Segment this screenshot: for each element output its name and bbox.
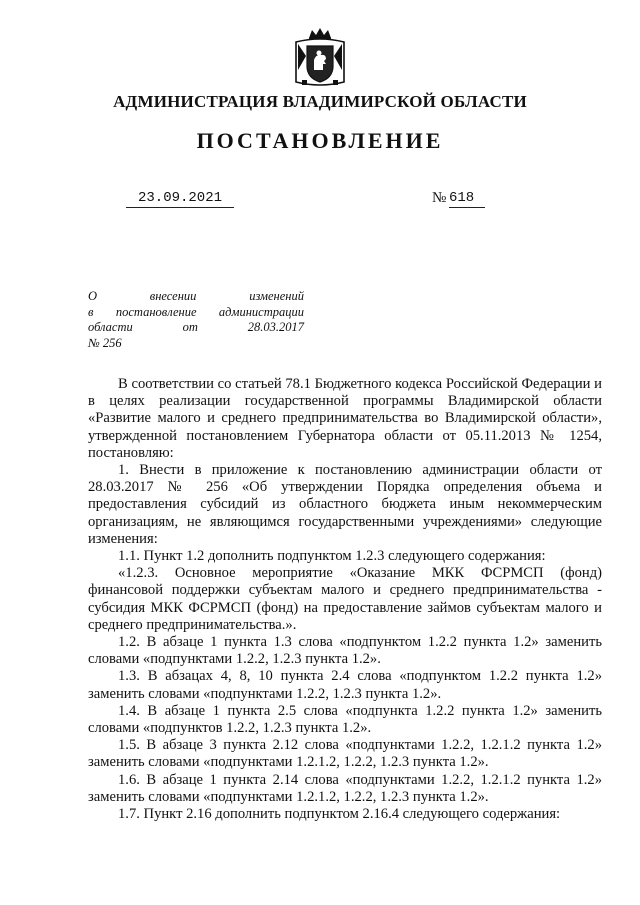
subject-line: О внесении изменений: [88, 289, 304, 303]
document-date: 23.09.2021: [126, 190, 234, 208]
body-paragraph: 1. Внести в приложение к постановлению администрации области от 28.03.2017 № 256 «Об утверждении Порядка определения объема и предоставления субсидий из областного бюджета иным некоммерческим организациям, не являющимся государственными учреждениями» следующие изменения:: [88, 462, 602, 547]
body-paragraph: В соответствии со статьей 78.1 Бюджетного кодекса Российской Федерации и в целях реализации государственной программы Владимирской области «Развитие малого и среднего предпринимательства во Владимирской области», утвержденной постановлением Губернатора области от 05.11.2013 № 1254, постановляю:: [88, 376, 602, 461]
coat-of-arms-icon: [292, 26, 348, 88]
subject-line: № 256: [88, 335, 122, 350]
org-name: АДМИНИСТРАЦИЯ ВЛАДИМИРСКОЙ ОБЛАСТИ: [113, 92, 527, 111]
document-body: [88, 376, 602, 823]
subject-line: в постановление администрации: [88, 304, 304, 319]
body-paragraph: 1.2. В абзаце 1 пункта 1.3 слова «подпунктом 1.2.2 пункта 1.2» заменить словами «подпунктами 1.2.2, 1.2.3 пункта 1.2».: [88, 634, 602, 668]
body-paragraph: 1.6. В абзаце 1 пункта 2.14 слова «подпунктами 1.2.2, 1.2.1.2 пункта 1.2» заменить словами «подпунктами 1.2.1.2, 1.2.2, 1.2.3 пункта 1.2».: [88, 771, 602, 805]
document-number: 618: [449, 190, 485, 208]
document-type: ПОСТАНОВЛЕНИЕ: [196, 128, 444, 153]
number-label: №: [432, 190, 447, 206]
body-paragraph: 1.7. Пункт 2.16 дополнить подпунктом 2.16.4 следующего содержания:: [118, 806, 561, 823]
body-paragraph: 1.4. В абзаце 1 пункта 2.5 слова «подпункта 1.2.2 пункта 1.2» заменить словами «подпунктов 1.2.2, 1.2.3 пункта 1.2».: [88, 702, 602, 737]
body-paragraph: 1.1. Пункт 1.2 дополнить подпунктом 1.2.3 следующего содержания:: [118, 548, 546, 565]
subject-block: [88, 289, 304, 351]
body-paragraph: 1.5. В абзаце 3 пункта 2.12 слова «подпунктами 1.2.2, 1.2.1.2 пункта 1.2» заменить словами «подпунктами 1.2.1.2, 1.2.2, 1.2.3 пункта 1.2».: [88, 737, 602, 771]
subject-line: области от 28.03.2017: [88, 320, 304, 334]
body-paragraph: 1.3. В абзацах 4, 8, 10 пункта 2.4 слова «подпунктом 1.2.2 пункта 1.2» заменить словами «подпунктами 1.2.2, 1.2.3 пункта 1.2».: [88, 668, 602, 702]
body-paragraph: «1.2.3. Основное мероприятие «Оказание МКК ФСРМСП (фонд) финансовой поддержки субъектам малого и среднего предпринимательства - субсидия МКК ФСРМСП (фонд) на предоставление займов субъектам малого и среднего предпринимательства.».: [88, 565, 602, 633]
